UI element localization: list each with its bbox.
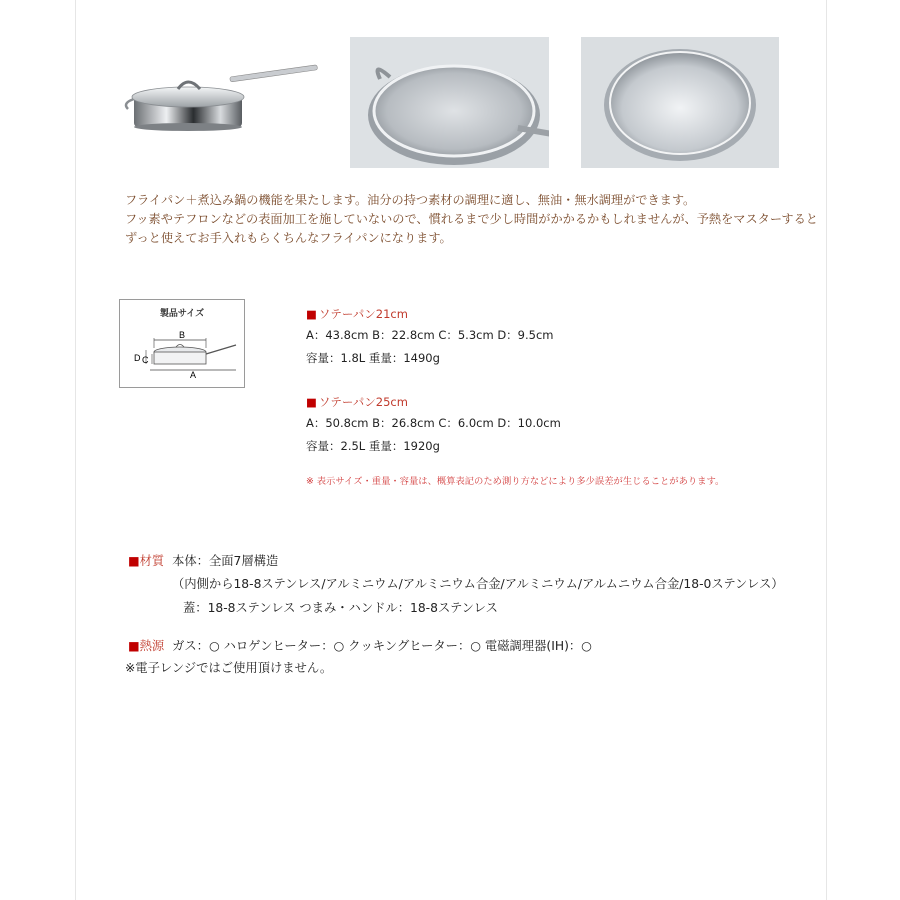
spec-capacity-weight: 容量：2.5L 重量：1920g xyxy=(306,439,440,453)
product-size-diagram xyxy=(119,299,245,388)
product-description xyxy=(125,191,818,248)
saute-pan-interior-photo xyxy=(350,37,549,168)
bullet-square: ■ xyxy=(128,639,140,653)
description-line-2: フッ素やテフロンなどの表面加工を施していないので、慣れるまで少し時間がかかるかもしれませんが、予熱をマスターすると xyxy=(125,212,818,226)
description-line-3: ずっと使えてお手入れもらくちんなフライパンになります。 xyxy=(125,231,452,245)
bullet-square: ■ xyxy=(306,395,317,409)
microwave-note: ※電子レンジではご使用頂けません。 xyxy=(125,661,333,675)
spec-saute-pan-21 xyxy=(306,306,554,370)
spec-name: ソテーパン21cm xyxy=(318,307,408,321)
heat-source-line xyxy=(128,636,592,654)
spec-header xyxy=(306,306,554,324)
bullet-square: ■ xyxy=(306,307,317,321)
heat-source-list: ガス：○ ハロゲンヒーター：○ クッキングヒーター：○ 電磁調理器(IH)：○ xyxy=(172,639,592,653)
lid-photo xyxy=(581,37,779,168)
size-disclaimer-note: ※ 表示サイズ・重量・容量は、概算表記のため測り方などにより多少誤差が生じることがあります。 xyxy=(306,476,725,487)
saute-pan-with-lid-photo xyxy=(112,37,322,168)
spec-dimensions: A：43.8cm B：22.8cm C：5.3cm D：9.5cm xyxy=(306,328,554,342)
diagram-label-c: C xyxy=(142,355,149,365)
material-line xyxy=(128,551,278,569)
material-lid-handle: 蓋：18-8ステンレス つまみ・ハンドル：18-8ステンレス xyxy=(183,601,498,615)
diagram-title: 製品サイズ xyxy=(159,309,205,319)
diagram-label-b: B xyxy=(178,330,186,340)
spec-name: ソテーパン25cm xyxy=(318,395,408,409)
spec-dimensions: A：50.8cm B：26.8cm C：6.0cm D：10.0cm xyxy=(306,416,561,430)
heat-source-label: 熱源 xyxy=(139,639,165,653)
diagram-label-a: A xyxy=(189,370,197,380)
spec-header xyxy=(306,394,561,412)
diagram-label-d: D xyxy=(134,353,141,363)
spec-capacity-weight: 容量：1.8L 重量：1490g xyxy=(306,351,440,365)
spec-saute-pan-25 xyxy=(306,394,561,458)
material-detail: （内側から18-8ステンレス/アルミニウム/アルミニウム合金/アルミニウム/アルムニウム合金/18-0ステンレス） xyxy=(172,577,784,591)
material-label: 材質 xyxy=(139,554,165,568)
bullet-square: ■ xyxy=(128,554,140,568)
description-line-1: フライパン＋煮込み鍋の機能を果たします。油分の持つ素材の調理に適し、無油・無水調理ができます。 xyxy=(125,193,696,207)
material-body: 本体：全面7層構造 xyxy=(172,554,279,568)
